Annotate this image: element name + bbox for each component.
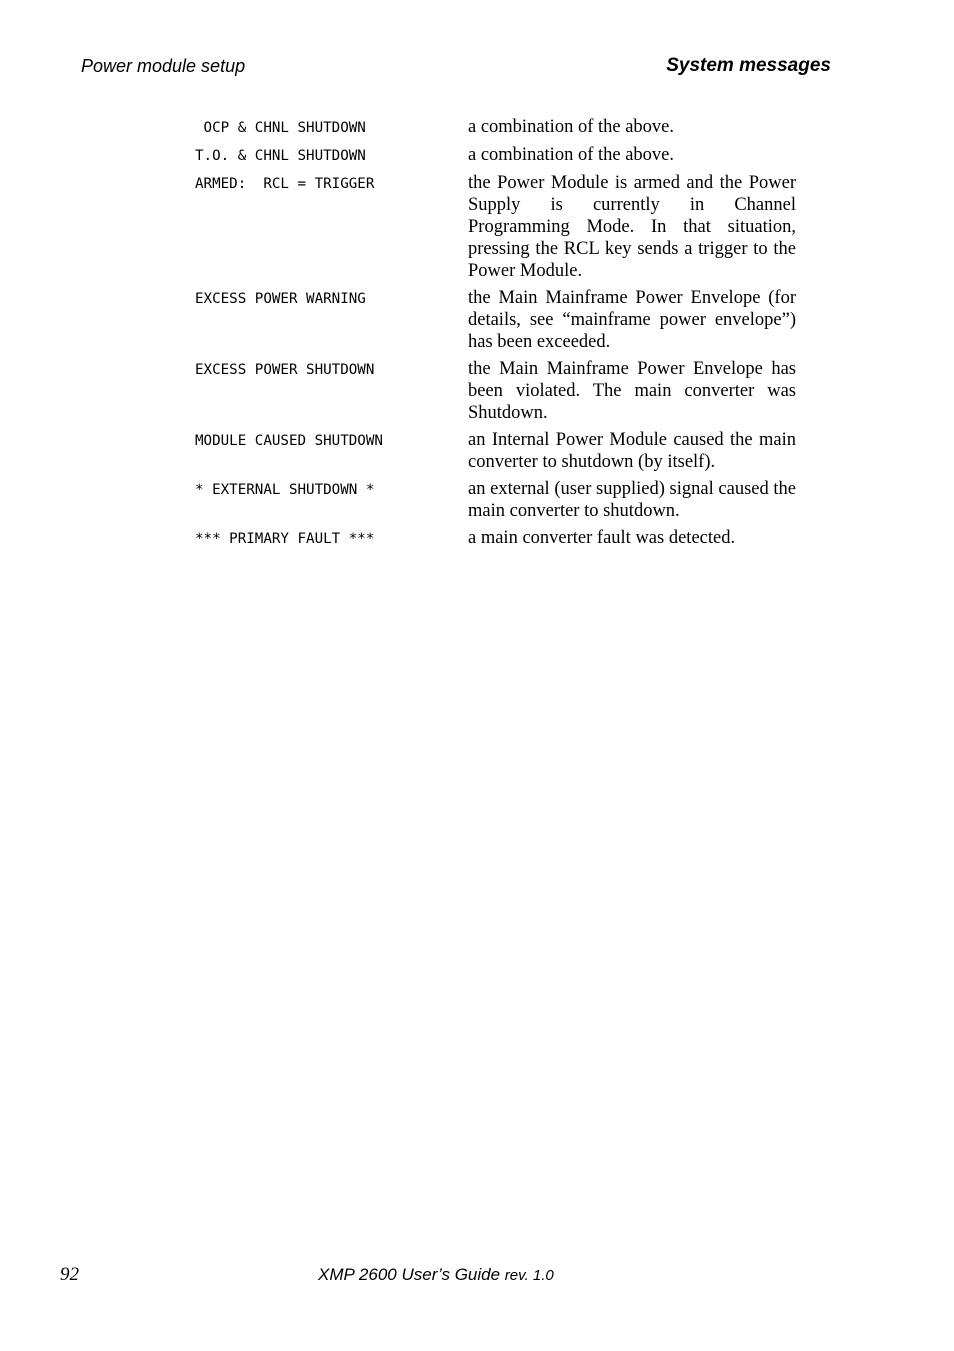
message-description: an Internal Power Module caused the main converter to shutdown (by itself). [468, 430, 796, 472]
message-code: EXCESS POWER SHUTDOWN [195, 362, 375, 378]
message-description: a combination of the above. [468, 145, 675, 165]
running-header-chapter: System messages [666, 55, 831, 76]
system-messages-list [195, 116, 796, 555]
message-row [195, 172, 796, 282]
message-code: OCP & CHNL SHUTDOWN [195, 120, 366, 136]
footer-guide-title [318, 1265, 554, 1285]
message-code: T.O. & CHNL SHUTDOWN [195, 148, 366, 164]
message-description: the Main Mainframe Power Envelope has been violated. The main converter was Shutdown. [468, 359, 796, 423]
message-description: a combination of the above. [468, 117, 675, 137]
message-row [195, 429, 796, 473]
message-description: the Main Mainframe Power Envelope (for details, see “mainframe power envelope”) has been exceeded. [468, 288, 796, 352]
message-description: an external (user supplied) signal caused the main converter to shutdown. [468, 479, 796, 521]
message-description: a main converter fault was detected. [468, 528, 736, 548]
message-code: EXCESS POWER WARNING [195, 291, 366, 307]
message-row [195, 527, 796, 550]
message-row [195, 358, 796, 424]
message-row [195, 144, 796, 167]
page-number: 92 [60, 1264, 79, 1285]
message-row [195, 478, 796, 522]
message-row [195, 116, 796, 139]
message-row [195, 287, 796, 353]
message-code: MODULE CAUSED SHUTDOWN [195, 433, 383, 449]
message-code: ARMED: RCL = TRIGGER [195, 176, 375, 192]
message-code: *** PRIMARY FAULT *** [195, 531, 375, 547]
message-description: the Power Module is armed and the Power Supply is currently in Channel Programming Mode. In that situation, pressing the RCL key sends a trigger to the Power Module. [468, 173, 796, 281]
message-code: * EXTERNAL SHUTDOWN * [195, 482, 375, 498]
running-header-section: Power module setup [81, 56, 246, 76]
guide-revision: rev. 1.0 [504, 1267, 554, 1284]
guide-title: XMP 2600 User’s Guide [318, 1265, 501, 1284]
